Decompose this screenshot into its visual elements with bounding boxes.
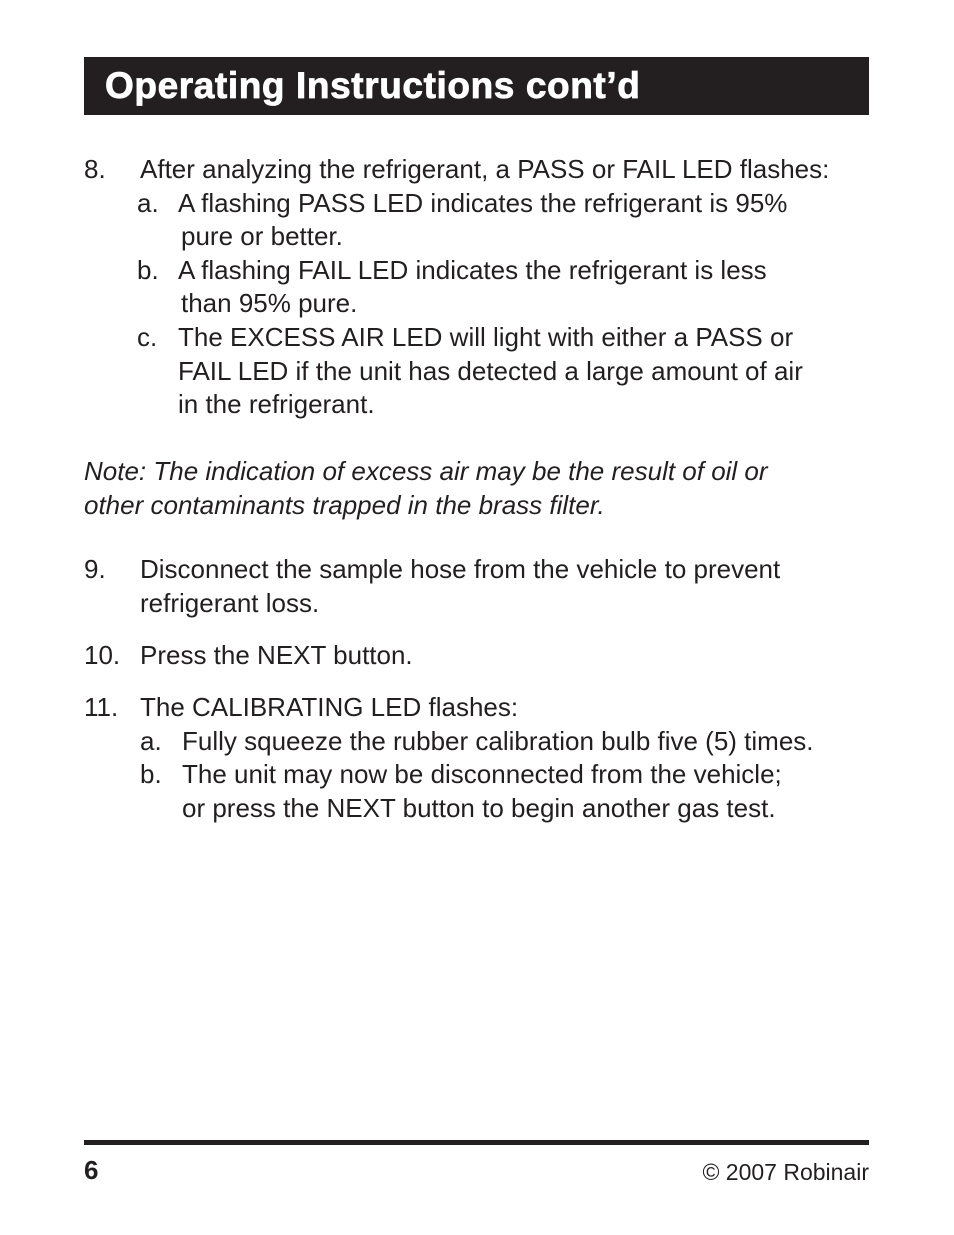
copyright-notice: © 2007 Robinair <box>702 1159 869 1185</box>
step-text: After analyzing the refrigerant, a PASS or FAIL LED flashes: <box>140 154 830 184</box>
note-line <box>0 455 954 489</box>
step-9 <box>0 553 954 620</box>
substep-text: or press the NEXT button to begin another gas test. <box>182 792 776 823</box>
step-8 <box>0 153 954 422</box>
substep-line <box>0 388 954 422</box>
page-number: 6 <box>84 1155 99 1185</box>
step-10 <box>0 639 954 673</box>
step-number: 11. <box>84 692 119 722</box>
substep-letter: a. <box>137 187 159 218</box>
substep-line <box>0 725 954 759</box>
note-line <box>0 489 954 523</box>
step-number: 9. <box>84 554 106 584</box>
substep-letter: a. <box>140 725 162 756</box>
footer-divider <box>84 1140 869 1145</box>
substep-letter: c. <box>137 321 158 352</box>
substep-text: Fully squeeze the rubber calibration bulb five (5) times. <box>182 725 814 756</box>
substep-line <box>0 287 954 321</box>
substep-letter: b. <box>137 254 159 285</box>
step-text: The CALIBRATING LED flashes: <box>140 692 519 722</box>
step-line <box>0 553 954 587</box>
substep-text: The unit may now be disconnected from the vehicle; <box>182 759 782 790</box>
substep-line <box>0 355 954 389</box>
note <box>0 455 954 522</box>
substep-text: A flashing PASS LED indicates the refrigerant is 95% <box>178 187 788 218</box>
substep-line <box>0 321 954 355</box>
substep-line <box>0 792 954 826</box>
substep-text: The EXCESS AIR LED will light with either a PASS or <box>178 321 794 352</box>
section-title: Operating Instructions cont’d <box>105 65 641 106</box>
step-text: refrigerant loss. <box>140 587 320 618</box>
step-line <box>0 153 954 187</box>
note-text: Note: The indication of excess air may be the result of oil or <box>84 456 768 486</box>
step-line <box>0 639 954 673</box>
substep-text: FAIL LED if the unit has detected a large amount of air <box>178 355 803 386</box>
step-11 <box>0 691 954 825</box>
substep-line <box>0 254 954 288</box>
substep-text: A flashing FAIL LED indicates the refrigerant is less <box>178 254 767 285</box>
substep-text: than 95% pure. <box>181 288 358 319</box>
substep-line <box>0 758 954 792</box>
step-line <box>0 587 954 621</box>
substep-letter: b. <box>140 759 162 790</box>
step-line <box>0 691 954 725</box>
step-number: 10. <box>84 640 121 670</box>
step-text: Press the NEXT button. <box>140 640 413 670</box>
substep-line <box>0 187 954 221</box>
substep-text: pure or better. <box>181 221 343 252</box>
section-header <box>84 57 869 115</box>
step-text: Disconnect the sample hose from the vehicle to prevent <box>140 554 781 584</box>
step-number: 8. <box>84 154 106 184</box>
note-text: other contaminants trapped in the brass filter. <box>84 489 605 520</box>
substep-text: in the refrigerant. <box>178 389 375 420</box>
substep-line <box>0 220 954 254</box>
